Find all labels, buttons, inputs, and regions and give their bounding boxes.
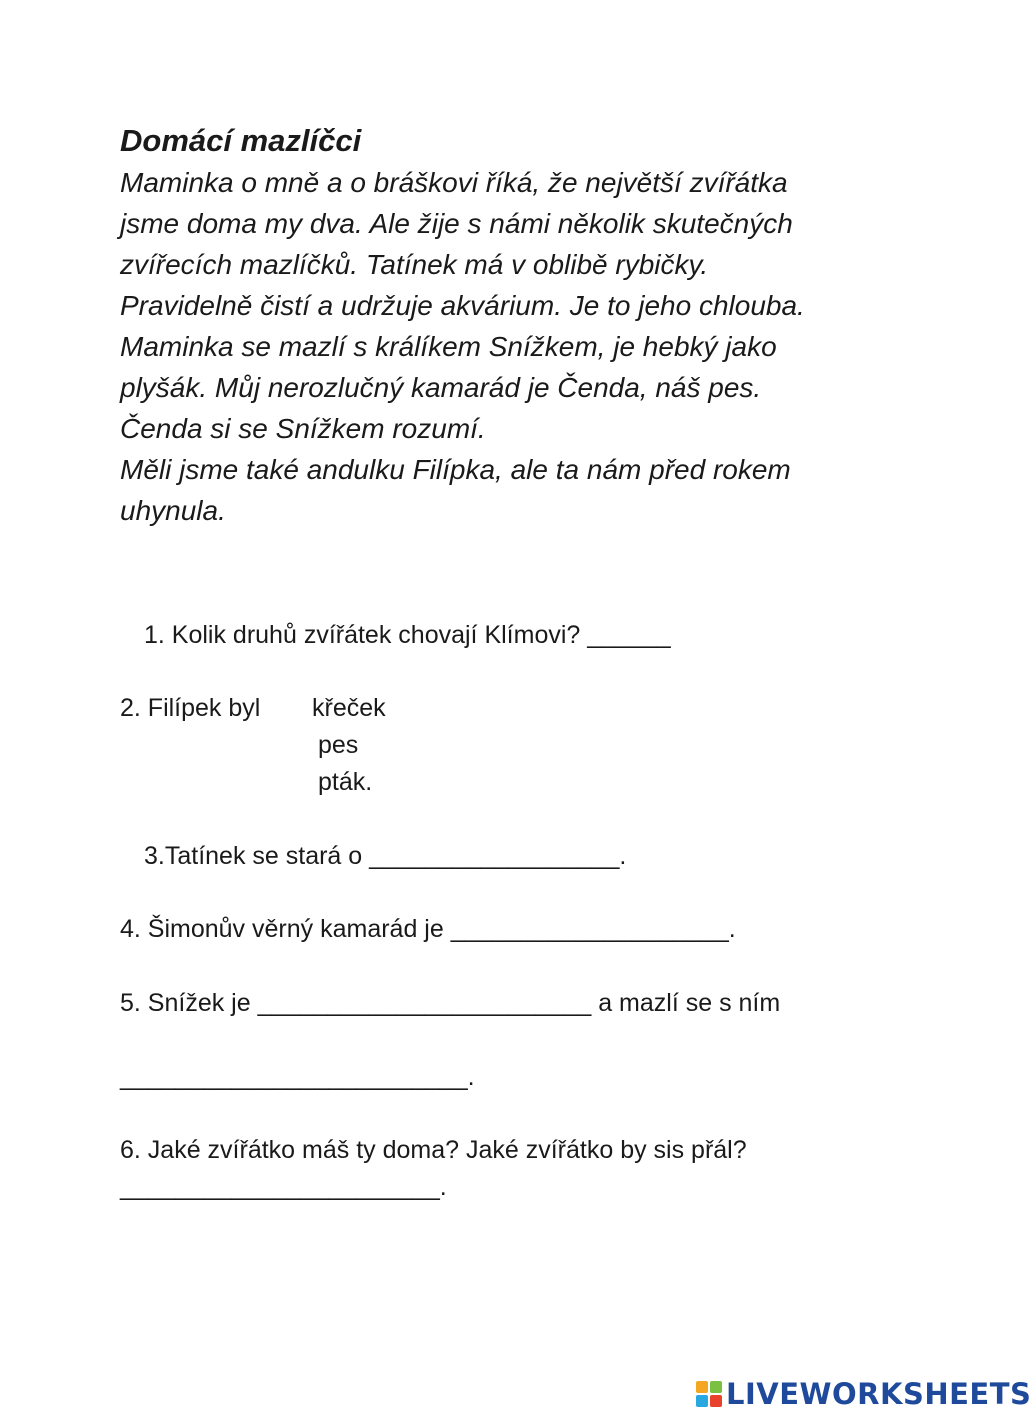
logo-square xyxy=(710,1395,722,1407)
question-6-answer-line: _______________________. xyxy=(120,1173,447,1201)
question-2-option-krecek[interactable]: křeček xyxy=(312,694,386,722)
story-title: Domácí mazlíčci xyxy=(120,123,362,158)
story-line: Pravidelně čistí a udržuje akvárium. Je to jeho chlouba. xyxy=(120,290,805,321)
story-line: Maminka o mně a o bráškovi říká, že největší zvířátka xyxy=(120,167,788,198)
story-line: zvířecích mazlíčků. Tatínek má v oblibě rybičky. xyxy=(120,249,709,280)
story-line: Maminka se mazlí s králíkem Snížkem, je hebký jako xyxy=(120,331,777,362)
story-line: Měli jsme také andulku Filípka, ale ta nám před rokem xyxy=(120,454,791,485)
question-5-answer-line: _________________________. xyxy=(120,1063,475,1091)
question-2-option-ptak[interactable]: pták. xyxy=(318,768,373,796)
question-5: 5. Snížek je ________________________ a mazlí se s ním xyxy=(120,989,781,1017)
logo-square xyxy=(696,1381,708,1393)
logo-mark-icon xyxy=(696,1381,722,1407)
story-line: Čenda si se Snížkem rozumí. xyxy=(120,413,486,444)
logo-square xyxy=(696,1395,708,1407)
logo-square xyxy=(710,1381,722,1393)
question-3: 3.Tatínek se stará o __________________. xyxy=(144,842,627,870)
logo-text: LIVEWORKSHEETS xyxy=(726,1377,1031,1411)
story-line: uhynula. xyxy=(120,495,226,526)
question-6: 6. Jaké zvířátko máš ty doma? Jaké zvířátko by sis přál? xyxy=(120,1136,747,1164)
question-4: 4. Šimonův věrný kamarád je ____________________. xyxy=(120,915,736,943)
story-line: jsme doma my dva. Ale žije s námi několik skutečných xyxy=(120,208,793,239)
story-line: plyšák. Můj nerozlučný kamarád je Čenda, náš pes. xyxy=(120,372,762,403)
question-1: 1. Kolik druhů zvířátek chovají Klímovi? ______ xyxy=(144,621,671,649)
question-2: 2. Filípek byl xyxy=(120,694,261,722)
liveworksheets-logo xyxy=(696,1378,1031,1410)
question-2-option-pes[interactable]: pes xyxy=(318,731,359,759)
story-section xyxy=(120,120,980,531)
